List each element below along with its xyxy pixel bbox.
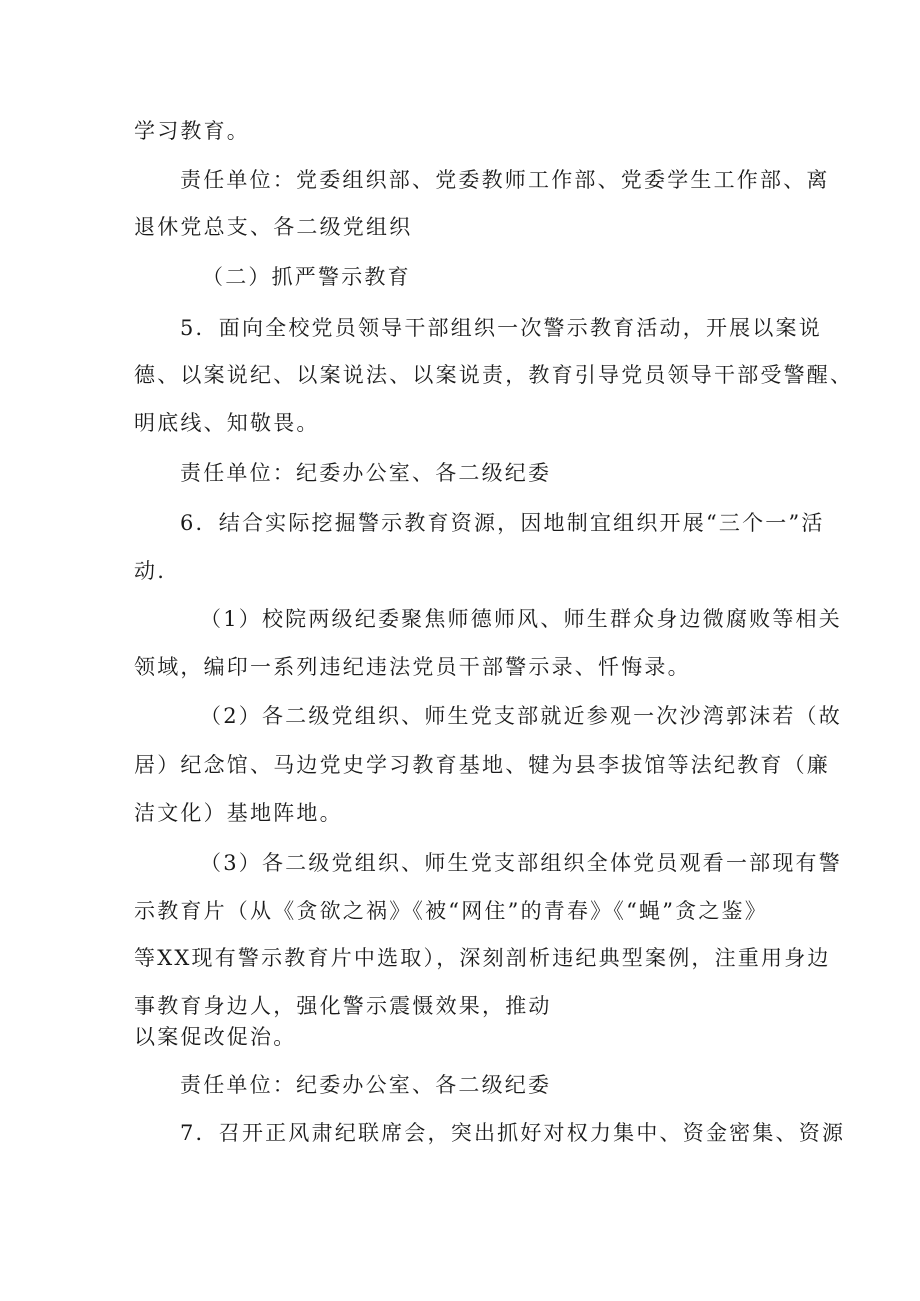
text-line: 动. xyxy=(134,559,167,583)
text-line: 退休党总支、各二级党组织 xyxy=(134,215,413,239)
text-line: 事教育身边人，强化警示震慑效果，推动 xyxy=(134,994,552,1018)
text-line: 明底线、知敬畏。 xyxy=(134,411,320,435)
item-7-line: 7．召开正风肃纪联席会，突出抓好对权力集中、资金密集、资源 xyxy=(180,1121,846,1145)
responsibility-line: 责任单位：党委组织部、党委教师工作部、党委学生工作部、离 xyxy=(180,168,830,192)
item-6-line: 6．结合实际挖掘警示教育资源，因地制宜组织开展“三个一”活 xyxy=(180,511,825,535)
text-line: 以案促改促治。 xyxy=(134,1025,297,1049)
sub-item-1-line: （1）校院两级纪委聚焦师德师风、师生群众身边微腐败等相关 xyxy=(200,607,842,631)
sub-item-3-line: （3）各二级党组织、师生党支部组织全体党员观看一部现有警 xyxy=(200,851,842,875)
item-5-line: 5．面向全校党员领导干部组织一次警示教育活动，开展以案说 xyxy=(180,316,822,340)
text-line: 等XX现有警示教育片中选取），深刻剖析违纪典型案例，注重用身边 xyxy=(134,946,831,970)
text-line: 领域，编印一系列违纪违法党员干部警示录、忏悔录。 xyxy=(134,655,691,679)
section-heading: （二）抓严警示教育 xyxy=(202,265,411,289)
text-line: 示教育片（从《贪欲之祸》《被“网住”的青春》《“蝇”贪之鉴》 xyxy=(134,899,768,923)
text-line: 学习教育。 xyxy=(134,119,250,143)
responsibility-line: 责任单位：纪委办公室、各二级纪委 xyxy=(180,1073,552,1097)
text-line: 德、以案说纪、以案说法、以案说责，教育引导党员领导干部受警醒、 xyxy=(134,363,854,387)
text-line: 洁文化）基地阵地。 xyxy=(134,801,343,825)
text-line: 居）纪念馆、马边党史学习教育基地、犍为县李拔馆等法纪教育（廉 xyxy=(134,753,830,777)
sub-item-2-line: （2）各二级党组织、师生党支部就近参观一次沙湾郭沫若（故 xyxy=(200,704,842,728)
responsibility-line: 责任单位：纪委办公室、各二级纪委 xyxy=(180,461,552,485)
